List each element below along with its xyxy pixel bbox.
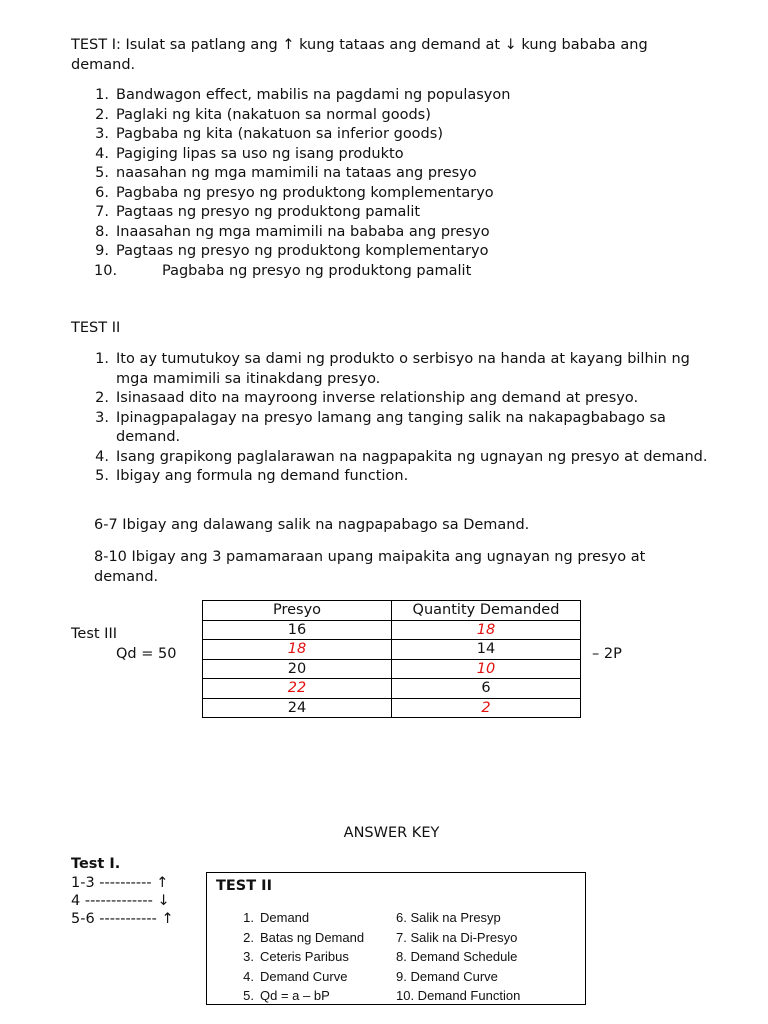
list-number: 1. bbox=[95, 351, 109, 367]
test2-item-6-7: 6-7 Ibigay ang dalawang salik na nagpapabago sa Demand. bbox=[94, 517, 530, 533]
table-row bbox=[203, 620, 581, 640]
list-text: Isang grapikong paglalarawan na nagpapakita ng ugnayan ng presyo at demand. bbox=[116, 448, 708, 465]
list-number: 4. bbox=[95, 448, 109, 465]
list-text: Inaasahan ng mga mamimili na bababa ang presyo bbox=[116, 223, 490, 240]
answer-test2-item: 6. Salik na Presyp bbox=[396, 910, 501, 925]
table-row bbox=[203, 640, 581, 660]
test1-list-item bbox=[71, 184, 711, 204]
answer-test2-item: 9. Demand Curve bbox=[396, 968, 498, 984]
list-text: Ito ay tumutukoy sa dami ng produkto o serbisyo na handa at kayang bilhin ng mga mamimili sa itinakdang presyo. bbox=[116, 351, 690, 387]
list-text: naasahan ng mga mamimili na tataas ang presyo bbox=[116, 165, 477, 181]
list-text: Pagbaba ng presyo ng produktong komplementaryo bbox=[116, 184, 494, 201]
test2-list-item bbox=[71, 409, 711, 448]
cell-presyo: 18 bbox=[203, 640, 392, 660]
list-number: 10. bbox=[94, 262, 118, 279]
list-number: 3. bbox=[95, 126, 109, 142]
cell-quantity: 18 bbox=[392, 620, 581, 640]
list-number: 2. bbox=[243, 929, 254, 945]
list-text: Bandwagon effect, mabilis na pagdami ng populasyon bbox=[116, 87, 511, 103]
list-number: 7. bbox=[95, 204, 109, 220]
test1-list bbox=[71, 86, 711, 281]
test2-list-item bbox=[71, 350, 711, 389]
table-row bbox=[203, 698, 581, 718]
answer-test2-left-list bbox=[238, 908, 364, 1006]
test1-list-item bbox=[71, 125, 711, 145]
cell-quantity: 2 bbox=[392, 698, 581, 718]
answer-test2-box bbox=[206, 872, 586, 1005]
answer-test2-item bbox=[238, 928, 364, 948]
test1-list-item bbox=[71, 203, 711, 223]
list-text: Paglaki ng kita (nakatuon sa normal goods) bbox=[116, 106, 431, 123]
test2-title: TEST II bbox=[71, 320, 121, 336]
header-quantity-demanded: Quantity Demanded bbox=[392, 601, 581, 621]
list-text: Pagbaba ng presyo ng produktong pamalit bbox=[162, 262, 472, 279]
answer-test2-item: 7. Salik na Di-Presyo bbox=[396, 929, 518, 945]
list-text: Ceteris Paribus bbox=[260, 949, 349, 964]
answer-test2-item: 8. Demand Schedule bbox=[396, 949, 518, 964]
list-number: 3. bbox=[243, 949, 254, 964]
answer-key-title: ANSWER KEY bbox=[343, 825, 440, 841]
cell-presyo: 22 bbox=[203, 679, 392, 699]
list-text: Pagiging lipas sa uso ng isang produkto bbox=[116, 145, 404, 162]
answer-test1-line: 1-3 ---------- ↑ bbox=[71, 875, 169, 891]
list-number: 4. bbox=[243, 968, 254, 984]
test1-list-item bbox=[71, 242, 711, 262]
test2-list-item bbox=[71, 448, 711, 468]
list-number: 8. bbox=[95, 223, 109, 240]
list-number: 4. bbox=[95, 145, 109, 162]
answer-test1-line: 4 ------------- ↓ bbox=[71, 893, 170, 909]
cell-presyo: 20 bbox=[203, 659, 392, 679]
test1-list-item bbox=[71, 86, 711, 106]
answer-test2-title: TEST II bbox=[216, 878, 272, 894]
answer-test2-item bbox=[238, 947, 364, 967]
list-text: Demand bbox=[260, 910, 310, 925]
cell-presyo: 24 bbox=[203, 698, 392, 718]
test1-list-item bbox=[71, 223, 711, 243]
list-text: Isinasaad dito na mayroong inverse relationship ang demand at presyo. bbox=[116, 390, 639, 406]
answer-test2-item bbox=[238, 986, 364, 1006]
list-number: 5. bbox=[95, 468, 109, 484]
formula-right: – 2P bbox=[592, 646, 622, 662]
test1-list-item bbox=[71, 262, 711, 282]
list-text: Ibigay ang formula ng demand function. bbox=[116, 468, 409, 484]
list-text: Pagbaba ng kita (nakatuon sa inferior goods) bbox=[116, 126, 443, 142]
test1-list-item bbox=[71, 106, 711, 126]
answer-test2-item: 10. Demand Function bbox=[396, 988, 521, 1003]
test2-list-item bbox=[71, 389, 711, 409]
list-number: 5. bbox=[95, 165, 109, 181]
test1-list-item bbox=[71, 164, 711, 184]
test2-list-item bbox=[71, 467, 711, 487]
cell-presyo: 16 bbox=[203, 620, 392, 640]
demand-schedule-table bbox=[202, 600, 581, 718]
list-number: 1. bbox=[95, 87, 109, 103]
cell-quantity: 14 bbox=[392, 640, 581, 660]
answer-test1-line: 5-6 ----------- ↑ bbox=[71, 911, 174, 927]
list-text: Batas ng Demand bbox=[260, 929, 365, 945]
list-number: 6. bbox=[95, 184, 109, 201]
list-number: 9. bbox=[95, 243, 109, 259]
answer-test2-item bbox=[238, 908, 364, 928]
test2-list bbox=[71, 350, 711, 487]
list-text: Demand Curve bbox=[260, 968, 348, 984]
answer-test2-right-list bbox=[396, 908, 520, 1006]
table-row bbox=[203, 659, 581, 679]
test2-item-8-10: 8-10 Ibigay ang 3 pamamaraan upang maipakita ang ugnayan ng presyo at demand. bbox=[94, 549, 646, 585]
list-number: 2. bbox=[95, 106, 109, 123]
list-number: 2. bbox=[95, 390, 109, 406]
test1-instruction: TEST I: Isulat sa patlang ang ↑ kung tataas ang demand at ↓ kung bababa ang demand. bbox=[71, 37, 648, 73]
test1-list-item bbox=[71, 145, 711, 165]
list-number: 1. bbox=[243, 910, 254, 925]
cell-quantity: 10 bbox=[392, 659, 581, 679]
list-text: Ipinagpapalagay na presyo lamang ang tanging salik na nakapagbabago sa demand. bbox=[116, 409, 666, 445]
list-number: 3. bbox=[95, 409, 109, 426]
formula-left: Qd = 50 bbox=[116, 646, 177, 662]
answer-test1-title: Test I. bbox=[71, 856, 121, 872]
header-presyo: Presyo bbox=[203, 601, 392, 621]
list-number: 5. bbox=[243, 988, 254, 1003]
answer-test2-item bbox=[238, 967, 364, 987]
list-text: Pagtaas ng presyo ng produktong pamalit bbox=[116, 204, 421, 220]
test3-label: Test III bbox=[71, 626, 117, 642]
table-row bbox=[203, 679, 581, 699]
table-header-row bbox=[203, 601, 581, 621]
cell-quantity: 6 bbox=[392, 679, 581, 699]
list-text: Pagtaas ng presyo ng produktong komplementaryo bbox=[116, 243, 489, 259]
list-text: Qd = a – bP bbox=[260, 988, 330, 1003]
